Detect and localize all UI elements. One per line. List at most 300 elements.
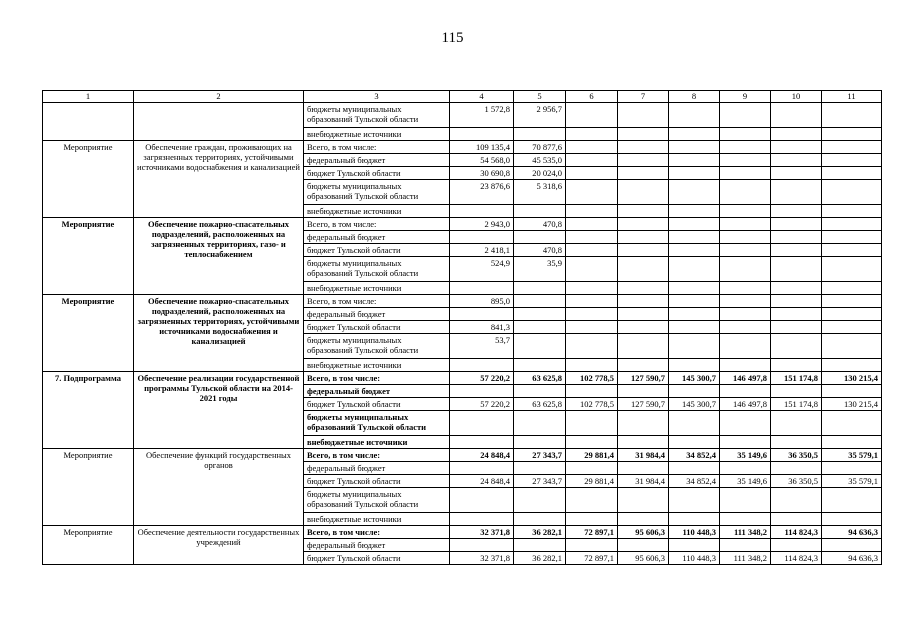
item-type-cell: Мероприятие bbox=[43, 526, 134, 565]
amount-cell: 114 824,3 bbox=[771, 552, 822, 565]
amount-cell: 35,9 bbox=[514, 257, 566, 282]
amount-cell bbox=[669, 295, 720, 308]
amount-cell bbox=[450, 205, 514, 218]
amount-cell: 36 282,1 bbox=[514, 526, 566, 539]
amount-cell bbox=[669, 167, 720, 180]
amount-cell bbox=[514, 385, 566, 398]
funding-source-cell: внебюджетные источники bbox=[304, 513, 450, 526]
amount-cell: 34 852,4 bbox=[669, 475, 720, 488]
amount-cell bbox=[669, 154, 720, 167]
amount-cell bbox=[566, 244, 618, 257]
amount-cell bbox=[566, 513, 618, 526]
amount-cell bbox=[618, 334, 669, 359]
table-row bbox=[43, 103, 882, 128]
amount-cell bbox=[669, 103, 720, 128]
item-name-cell: Обеспечение деятельности государственных учреждений bbox=[134, 526, 304, 565]
amount-cell bbox=[822, 411, 882, 436]
amount-cell bbox=[618, 282, 669, 295]
amount-cell bbox=[822, 539, 882, 552]
amount-cell bbox=[771, 103, 822, 128]
amount-cell bbox=[514, 436, 566, 449]
amount-cell: 127 590,7 bbox=[618, 398, 669, 411]
table-row bbox=[43, 372, 882, 385]
amount-cell bbox=[618, 154, 669, 167]
amount-cell bbox=[771, 334, 822, 359]
amount-cell bbox=[450, 411, 514, 436]
column-number: 4 bbox=[450, 91, 514, 103]
amount-cell bbox=[669, 141, 720, 154]
amount-cell bbox=[514, 308, 566, 321]
amount-cell bbox=[771, 359, 822, 372]
amount-cell: 151 174,8 bbox=[771, 398, 822, 411]
amount-cell bbox=[669, 385, 720, 398]
amount-cell: 35 579,1 bbox=[822, 475, 882, 488]
funding-source-cell: бюджеты муниципальных образований Тульской области bbox=[304, 488, 450, 513]
amount-cell bbox=[618, 205, 669, 218]
amount-cell: 53,7 bbox=[450, 334, 514, 359]
funding-source-cell: федеральный бюджет bbox=[304, 308, 450, 321]
amount-cell bbox=[771, 218, 822, 231]
amount-cell bbox=[566, 128, 618, 141]
amount-cell bbox=[720, 359, 771, 372]
amount-cell bbox=[669, 128, 720, 141]
funding-source-cell: бюджет Тульской области bbox=[304, 321, 450, 334]
item-type-cell bbox=[43, 103, 134, 141]
amount-cell: 36 350,5 bbox=[771, 449, 822, 462]
amount-cell: 95 606,3 bbox=[618, 552, 669, 565]
amount-cell bbox=[618, 244, 669, 257]
amount-cell: 127 590,7 bbox=[618, 372, 669, 385]
amount-cell: 895,0 bbox=[450, 295, 514, 308]
amount-cell bbox=[669, 411, 720, 436]
amount-cell bbox=[669, 218, 720, 231]
amount-cell: 30 690,8 bbox=[450, 167, 514, 180]
amount-cell: 145 300,7 bbox=[669, 372, 720, 385]
column-number: 3 bbox=[304, 91, 450, 103]
amount-cell: 35 149,6 bbox=[720, 449, 771, 462]
amount-cell bbox=[822, 359, 882, 372]
amount-cell bbox=[618, 180, 669, 205]
amount-cell bbox=[822, 128, 882, 141]
funding-source-cell: Всего, в том числе: bbox=[304, 526, 450, 539]
amount-cell bbox=[720, 334, 771, 359]
amount-cell: 20 024,0 bbox=[514, 167, 566, 180]
amount-cell bbox=[669, 244, 720, 257]
amount-cell bbox=[822, 141, 882, 154]
amount-cell bbox=[566, 411, 618, 436]
table-row bbox=[43, 449, 882, 462]
amount-cell bbox=[450, 128, 514, 141]
amount-cell bbox=[618, 539, 669, 552]
amount-cell bbox=[771, 167, 822, 180]
funding-source-cell: Всего, в том числе: bbox=[304, 141, 450, 154]
funding-source-cell: федеральный бюджет bbox=[304, 385, 450, 398]
funding-source-cell: бюджет Тульской области bbox=[304, 475, 450, 488]
amount-cell: 145 300,7 bbox=[669, 398, 720, 411]
amount-cell bbox=[618, 308, 669, 321]
amount-cell: 1 572,8 bbox=[450, 103, 514, 128]
amount-cell: 841,3 bbox=[450, 321, 514, 334]
funding-source-cell: внебюджетные источники bbox=[304, 436, 450, 449]
amount-cell bbox=[822, 103, 882, 128]
amount-cell bbox=[450, 385, 514, 398]
amount-cell bbox=[669, 308, 720, 321]
amount-cell: 70 877,6 bbox=[514, 141, 566, 154]
amount-cell: 111 348,2 bbox=[720, 552, 771, 565]
amount-cell bbox=[822, 308, 882, 321]
column-number: 9 bbox=[720, 91, 771, 103]
amount-cell bbox=[822, 436, 882, 449]
amount-cell bbox=[771, 321, 822, 334]
amount-cell bbox=[566, 231, 618, 244]
amount-cell bbox=[720, 321, 771, 334]
amount-cell bbox=[720, 513, 771, 526]
table-row bbox=[43, 218, 882, 231]
table-body bbox=[43, 91, 882, 565]
amount-cell bbox=[669, 436, 720, 449]
column-number: 7 bbox=[618, 91, 669, 103]
funding-source-cell: внебюджетные источники bbox=[304, 359, 450, 372]
funding-source-cell: бюджеты муниципальных образований Тульской области bbox=[304, 180, 450, 205]
amount-cell bbox=[822, 154, 882, 167]
amount-cell: 109 135,4 bbox=[450, 141, 514, 154]
amount-cell: 32 371,8 bbox=[450, 526, 514, 539]
amount-cell bbox=[450, 462, 514, 475]
amount-cell bbox=[720, 154, 771, 167]
amount-cell bbox=[720, 141, 771, 154]
amount-cell bbox=[566, 385, 618, 398]
funding-source-cell: Всего, в том числе: bbox=[304, 449, 450, 462]
amount-cell bbox=[618, 218, 669, 231]
amount-cell bbox=[720, 257, 771, 282]
amount-cell bbox=[720, 205, 771, 218]
amount-cell bbox=[822, 513, 882, 526]
amount-cell bbox=[771, 282, 822, 295]
amount-cell bbox=[669, 257, 720, 282]
funding-source-cell: федеральный бюджет bbox=[304, 231, 450, 244]
amount-cell: 57 220,2 bbox=[450, 372, 514, 385]
amount-cell: 524,9 bbox=[450, 257, 514, 282]
amount-cell bbox=[720, 167, 771, 180]
amount-cell bbox=[618, 103, 669, 128]
amount-cell bbox=[669, 334, 720, 359]
amount-cell bbox=[566, 218, 618, 231]
amount-cell bbox=[450, 488, 514, 513]
amount-cell bbox=[720, 180, 771, 205]
amount-cell bbox=[822, 244, 882, 257]
amount-cell: 29 881,4 bbox=[566, 449, 618, 462]
item-name-cell: Обеспечение пожарно-спасательных подразделений, расположенных на загрязненных территориях, устойчивыми источниками водоснабжения и канализацией bbox=[134, 295, 304, 372]
column-number: 1 bbox=[43, 91, 134, 103]
amount-cell bbox=[771, 141, 822, 154]
amount-cell bbox=[720, 385, 771, 398]
amount-cell bbox=[618, 295, 669, 308]
amount-cell: 29 881,4 bbox=[566, 475, 618, 488]
amount-cell bbox=[618, 436, 669, 449]
funding-source-cell: внебюджетные источники bbox=[304, 282, 450, 295]
amount-cell bbox=[566, 308, 618, 321]
amount-cell bbox=[566, 167, 618, 180]
item-name-cell: Обеспечение реализации государственной программы Тульской области на 2014-2021 годы bbox=[134, 372, 304, 449]
amount-cell bbox=[720, 244, 771, 257]
amount-cell bbox=[514, 128, 566, 141]
amount-cell bbox=[771, 244, 822, 257]
item-name-cell bbox=[134, 103, 304, 141]
amount-cell bbox=[618, 141, 669, 154]
amount-cell bbox=[669, 205, 720, 218]
amount-cell: 130 215,4 bbox=[822, 398, 882, 411]
amount-cell bbox=[771, 411, 822, 436]
amount-cell bbox=[720, 539, 771, 552]
amount-cell: 2 418,1 bbox=[450, 244, 514, 257]
amount-cell bbox=[720, 231, 771, 244]
column-number-row bbox=[43, 91, 882, 103]
amount-cell bbox=[771, 295, 822, 308]
amount-cell bbox=[720, 462, 771, 475]
amount-cell bbox=[618, 231, 669, 244]
funding-source-cell: бюджет Тульской области bbox=[304, 398, 450, 411]
amount-cell bbox=[566, 282, 618, 295]
amount-cell: 5 318,6 bbox=[514, 180, 566, 205]
amount-cell bbox=[771, 180, 822, 205]
amount-cell: 111 348,2 bbox=[720, 526, 771, 539]
amount-cell: 470,8 bbox=[514, 244, 566, 257]
amount-cell bbox=[720, 308, 771, 321]
amount-cell: 63 625,8 bbox=[514, 398, 566, 411]
amount-cell bbox=[566, 205, 618, 218]
table-row bbox=[43, 526, 882, 539]
amount-cell: 35 149,6 bbox=[720, 475, 771, 488]
amount-cell bbox=[566, 436, 618, 449]
amount-cell: 2 956,7 bbox=[514, 103, 566, 128]
amount-cell bbox=[720, 295, 771, 308]
amount-cell bbox=[566, 539, 618, 552]
amount-cell bbox=[771, 231, 822, 244]
amount-cell bbox=[566, 257, 618, 282]
amount-cell bbox=[669, 513, 720, 526]
amount-cell bbox=[566, 462, 618, 475]
amount-cell bbox=[669, 462, 720, 475]
amount-cell: 24 848,4 bbox=[450, 475, 514, 488]
amount-cell bbox=[771, 488, 822, 513]
amount-cell: 54 568,0 bbox=[450, 154, 514, 167]
amount-cell bbox=[618, 462, 669, 475]
amount-cell: 35 579,1 bbox=[822, 449, 882, 462]
item-type-cell: Мероприятие bbox=[43, 449, 134, 526]
funding-source-cell: бюджеты муниципальных образований Тульской области bbox=[304, 334, 450, 359]
item-type-cell: 7. Подпрограмма bbox=[43, 372, 134, 449]
amount-cell bbox=[514, 411, 566, 436]
table-row bbox=[43, 295, 882, 308]
amount-cell: 45 535,0 bbox=[514, 154, 566, 167]
amount-cell bbox=[566, 103, 618, 128]
amount-cell bbox=[771, 308, 822, 321]
amount-cell bbox=[450, 308, 514, 321]
item-name-cell: Обеспечение граждан, проживающих на загрязненных территориях, устойчивыми источниками водоснабжения и канализацией bbox=[134, 141, 304, 218]
amount-cell bbox=[514, 231, 566, 244]
amount-cell bbox=[669, 180, 720, 205]
amount-cell bbox=[514, 513, 566, 526]
amount-cell: 72 897,1 bbox=[566, 526, 618, 539]
amount-cell: 23 876,6 bbox=[450, 180, 514, 205]
amount-cell bbox=[618, 411, 669, 436]
amount-cell bbox=[566, 295, 618, 308]
amount-cell bbox=[514, 321, 566, 334]
page-number: 115 bbox=[441, 30, 464, 46]
funding-source-cell: внебюджетные источники bbox=[304, 205, 450, 218]
amount-cell bbox=[720, 436, 771, 449]
column-number: 10 bbox=[771, 91, 822, 103]
amount-cell bbox=[720, 218, 771, 231]
amount-cell bbox=[566, 141, 618, 154]
amount-cell bbox=[822, 282, 882, 295]
amount-cell bbox=[771, 154, 822, 167]
funding-source-cell: федеральный бюджет bbox=[304, 462, 450, 475]
column-number: 5 bbox=[514, 91, 566, 103]
amount-cell bbox=[822, 167, 882, 180]
amount-cell: 114 824,3 bbox=[771, 526, 822, 539]
amount-cell bbox=[771, 205, 822, 218]
amount-cell bbox=[822, 205, 882, 218]
amount-cell bbox=[822, 231, 882, 244]
funding-source-cell: федеральный бюджет bbox=[304, 539, 450, 552]
amount-cell bbox=[514, 539, 566, 552]
amount-cell bbox=[618, 257, 669, 282]
amount-cell bbox=[771, 513, 822, 526]
amount-cell bbox=[514, 295, 566, 308]
amount-cell bbox=[822, 385, 882, 398]
amount-cell: 2 943,0 bbox=[450, 218, 514, 231]
amount-cell: 102 778,5 bbox=[566, 372, 618, 385]
amount-cell bbox=[450, 513, 514, 526]
amount-cell: 31 984,4 bbox=[618, 449, 669, 462]
funding-source-cell: бюджеты муниципальных образований Тульской области bbox=[304, 411, 450, 436]
amount-cell bbox=[669, 321, 720, 334]
amount-cell bbox=[822, 321, 882, 334]
amount-cell bbox=[720, 128, 771, 141]
amount-cell bbox=[450, 436, 514, 449]
funding-source-cell: бюджет Тульской области bbox=[304, 552, 450, 565]
amount-cell bbox=[822, 488, 882, 513]
amount-cell bbox=[514, 205, 566, 218]
amount-cell bbox=[771, 257, 822, 282]
amount-cell bbox=[669, 488, 720, 513]
amount-cell bbox=[720, 282, 771, 295]
item-type-cell: Мероприятие bbox=[43, 295, 134, 372]
amount-cell bbox=[669, 539, 720, 552]
amount-cell bbox=[514, 334, 566, 359]
funding-source-cell: Всего, в том числе: bbox=[304, 295, 450, 308]
item-type-cell: Мероприятие bbox=[43, 141, 134, 218]
amount-cell: 151 174,8 bbox=[771, 372, 822, 385]
amount-cell bbox=[822, 462, 882, 475]
amount-cell: 102 778,5 bbox=[566, 398, 618, 411]
amount-cell bbox=[514, 282, 566, 295]
column-number: 11 bbox=[822, 91, 882, 103]
amount-cell bbox=[771, 385, 822, 398]
item-name-cell: Обеспечение функций государственных органов bbox=[134, 449, 304, 526]
amount-cell bbox=[771, 128, 822, 141]
amount-cell: 130 215,4 bbox=[822, 372, 882, 385]
amount-cell bbox=[618, 321, 669, 334]
amount-cell bbox=[514, 462, 566, 475]
amount-cell bbox=[566, 321, 618, 334]
amount-cell: 110 448,3 bbox=[669, 526, 720, 539]
amount-cell: 31 984,4 bbox=[618, 475, 669, 488]
amount-cell: 36 282,1 bbox=[514, 552, 566, 565]
funding-source-cell: Всего, в том числе: bbox=[304, 372, 450, 385]
amount-cell bbox=[822, 257, 882, 282]
amount-cell: 94 636,3 bbox=[822, 526, 882, 539]
amount-cell bbox=[450, 231, 514, 244]
amount-cell bbox=[450, 282, 514, 295]
amount-cell: 146 497,8 bbox=[720, 398, 771, 411]
column-number: 8 bbox=[669, 91, 720, 103]
amount-cell bbox=[618, 385, 669, 398]
amount-cell: 34 852,4 bbox=[669, 449, 720, 462]
amount-cell: 27 343,7 bbox=[514, 475, 566, 488]
amount-cell bbox=[450, 359, 514, 372]
column-number: 6 bbox=[566, 91, 618, 103]
amount-cell: 57 220,2 bbox=[450, 398, 514, 411]
amount-cell bbox=[720, 411, 771, 436]
budget-table bbox=[42, 90, 882, 565]
table-row bbox=[43, 141, 882, 154]
funding-source-cell: бюджет Тульской области bbox=[304, 167, 450, 180]
amount-cell bbox=[566, 334, 618, 359]
item-type-cell: Мероприятие bbox=[43, 218, 134, 295]
amount-cell bbox=[566, 488, 618, 513]
funding-source-cell: бюджеты муниципальных образований Тульской области bbox=[304, 257, 450, 282]
amount-cell: 36 350,5 bbox=[771, 475, 822, 488]
amount-cell: 63 625,8 bbox=[514, 372, 566, 385]
amount-cell bbox=[514, 359, 566, 372]
funding-source-cell: бюджеты муниципальных образований Тульской области bbox=[304, 103, 450, 128]
amount-cell: 110 448,3 bbox=[669, 552, 720, 565]
funding-source-cell: федеральный бюджет bbox=[304, 154, 450, 167]
amount-cell: 72 897,1 bbox=[566, 552, 618, 565]
amount-cell: 24 848,4 bbox=[450, 449, 514, 462]
amount-cell bbox=[822, 334, 882, 359]
amount-cell bbox=[618, 359, 669, 372]
amount-cell bbox=[771, 539, 822, 552]
amount-cell bbox=[618, 128, 669, 141]
amount-cell bbox=[822, 295, 882, 308]
amount-cell: 95 606,3 bbox=[618, 526, 669, 539]
amount-cell bbox=[669, 231, 720, 244]
amount-cell: 94 636,3 bbox=[822, 552, 882, 565]
amount-cell bbox=[618, 167, 669, 180]
item-name-cell: Обеспечение пожарно-спасательных подразделений, расположенных на загрязненных территориях, газо- и теплоснабжением bbox=[134, 218, 304, 295]
amount-cell bbox=[514, 488, 566, 513]
funding-source-cell: внебюджетные источники bbox=[304, 128, 450, 141]
amount-cell: 32 371,8 bbox=[450, 552, 514, 565]
amount-cell bbox=[720, 488, 771, 513]
amount-cell bbox=[771, 462, 822, 475]
amount-cell bbox=[669, 282, 720, 295]
amount-cell bbox=[771, 436, 822, 449]
amount-cell bbox=[566, 154, 618, 167]
amount-cell bbox=[669, 359, 720, 372]
amount-cell bbox=[720, 103, 771, 128]
amount-cell: 27 343,7 bbox=[514, 449, 566, 462]
amount-cell bbox=[618, 513, 669, 526]
funding-source-cell: Всего, в том числе: bbox=[304, 218, 450, 231]
amount-cell bbox=[566, 359, 618, 372]
amount-cell bbox=[618, 488, 669, 513]
amount-cell bbox=[822, 218, 882, 231]
amount-cell: 470,8 bbox=[514, 218, 566, 231]
